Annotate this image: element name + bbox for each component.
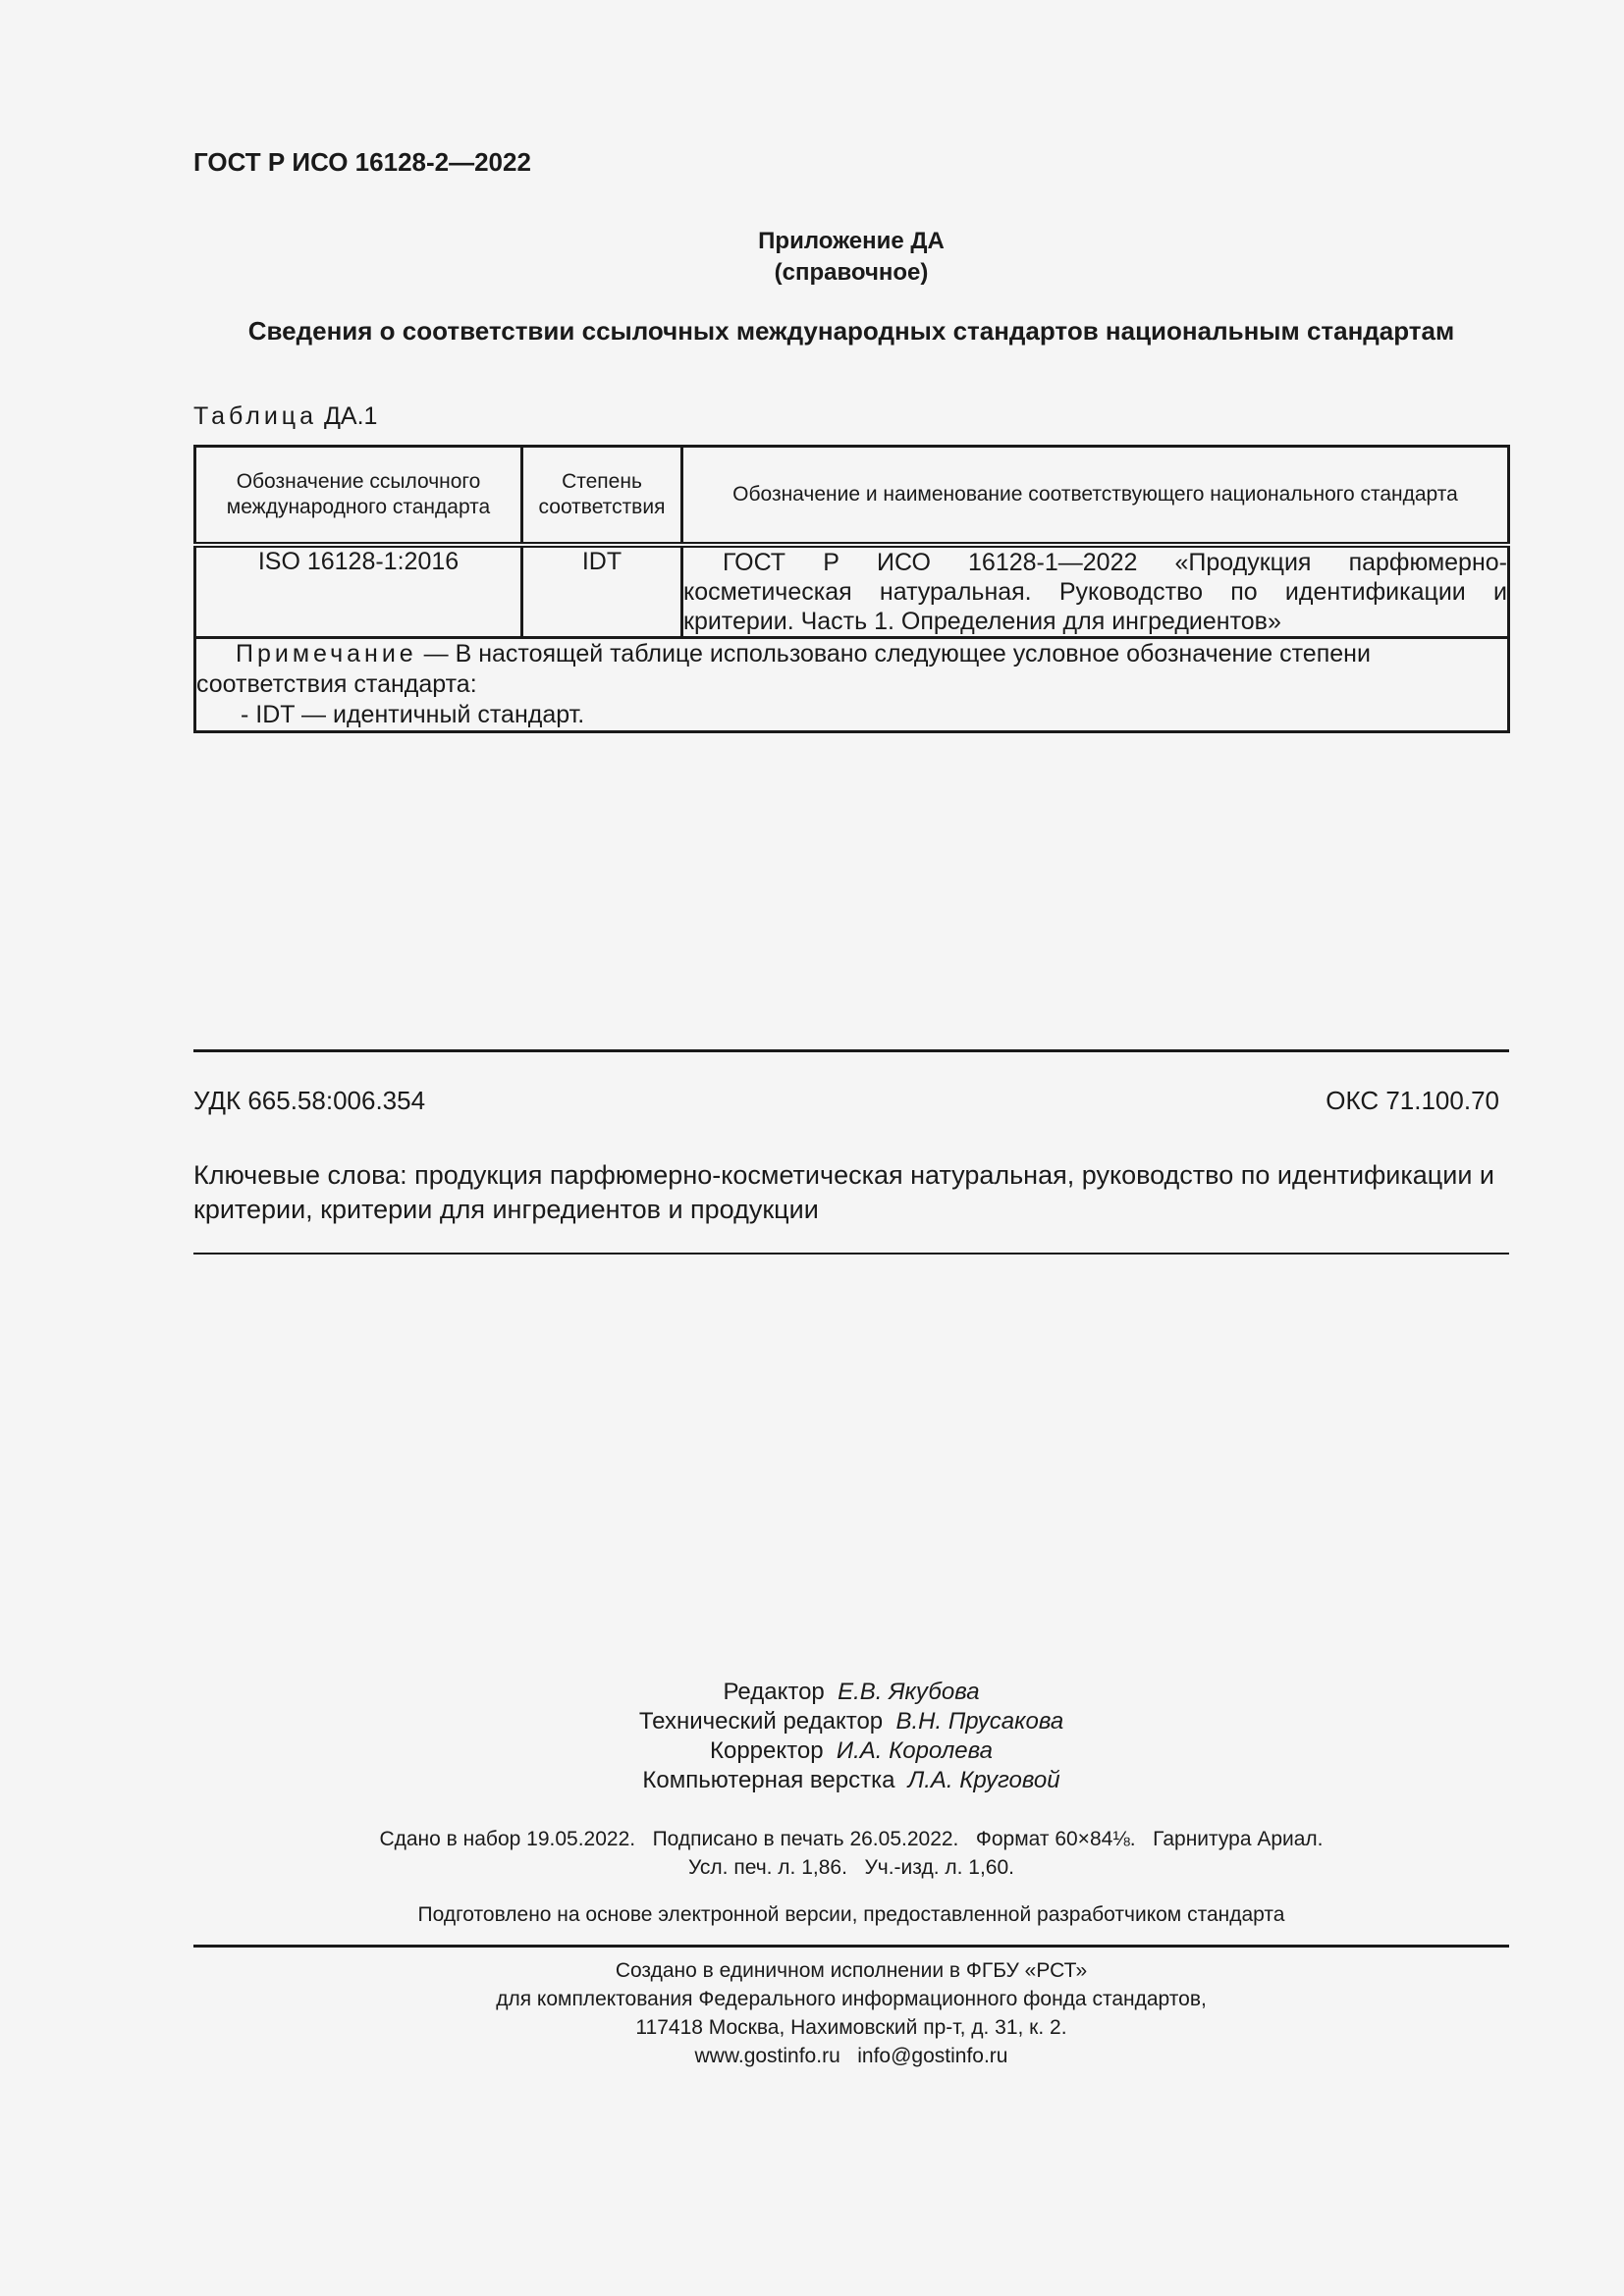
print-info	[193, 1825, 1509, 1882]
credit-role: Корректор	[710, 1737, 824, 1764]
udk-code: УДК 665.58:006.354	[193, 1086, 426, 1115]
cell-degree: IDT	[522, 545, 682, 638]
table-caption-word: Таблица	[193, 402, 318, 430]
credit-editor	[193, 1678, 1509, 1707]
appendix-type: (справочное)	[774, 259, 929, 286]
cell-national: ГОСТ Р ИСО 16128-1—2022 «Продукция парфюмерно-косметическая натуральная. Руководство по идентификации и критерии. Часть 1. Определения для ингредиентов»	[682, 545, 1509, 638]
note-text	[196, 639, 1507, 700]
reference-standards-table	[193, 445, 1510, 733]
credit-layout	[193, 1766, 1509, 1795]
table-row	[195, 545, 1509, 638]
note-label: Примечание	[236, 640, 417, 667]
created-info	[193, 1956, 1509, 2070]
credit-name: И.А. Королева	[836, 1737, 993, 1764]
header-national: Обозначение и наименование соответствующего национального стандарта	[682, 447, 1509, 546]
table-note-row	[195, 638, 1509, 732]
section-title: Сведения о соответствии ссылочных международных стандартов национальным стандартам	[247, 316, 1455, 346]
keywords: Ключевые слова: продукция парфюмерно-косметическая натуральная, руководство по идентификации и критерии, критерии для ингредиентов и продукции	[193, 1160, 1495, 1224]
appendix-title: Приложение ДА	[758, 228, 945, 254]
standard-code: ГОСТ Р ИСО 16128-2—2022	[193, 147, 531, 177]
note-item: - IDT — идентичный стандарт.	[241, 701, 585, 728]
created-line3: 117418 Москва, Нахимовский пр-т, д. 31, к. 2.	[635, 2016, 1067, 2039]
credit-corrector	[193, 1736, 1509, 1766]
header-international: Обозначение ссылочного международного стандарта	[195, 447, 522, 546]
credit-tech-editor	[193, 1707, 1509, 1736]
credit-role: Компьютерная верстка	[642, 1767, 895, 1793]
print-info-line1: Сдано в набор 19.05.2022. Подписано в печать 26.05.2022. Формат 60×84⅛. Гарнитура Ариал.	[379, 1828, 1324, 1850]
table-caption-number: ДА.1	[323, 402, 378, 430]
credit-name: Л.А. Круговой	[907, 1767, 1060, 1793]
note-body: — В настоящей таблице использовано следующее условное обозначение степени соответствия стандарта:	[196, 640, 1371, 698]
table-caption	[193, 402, 377, 431]
print-info-line2: Усл. печ. л. 1,86. Уч.-изд. л. 1,60.	[687, 1856, 1014, 1879]
credits	[193, 1678, 1509, 1795]
prepared-note: Подготовлено на основе электронной версии, предоставленной разработчиком стандарта	[417, 1903, 1285, 1926]
cell-international: ISO 16128-1:2016	[195, 545, 522, 638]
divider-top	[193, 1049, 1509, 1052]
header-degree: Степень соответствия	[522, 447, 682, 546]
divider-keywords	[193, 1253, 1509, 1255]
credit-role: Редактор	[723, 1679, 825, 1705]
table-header-row	[195, 447, 1509, 546]
credit-name: Е.В. Якубова	[838, 1679, 980, 1705]
divider-bottom	[193, 1945, 1509, 1948]
created-line4: www.gostinfo.ru info@gostinfo.ru	[694, 2045, 1008, 2067]
created-line2: для комплектования Федерального информационного фонда стандартов,	[496, 1988, 1207, 2010]
table-note	[195, 638, 1509, 732]
credit-role: Технический редактор	[638, 1708, 884, 1735]
credit-name: В.Н. Прусакова	[895, 1708, 1064, 1735]
oks-code: ОКС 71.100.70	[1326, 1086, 1499, 1115]
created-line1: Создано в единичном исполнении в ФГБУ «РСТ»	[615, 1959, 1088, 1982]
